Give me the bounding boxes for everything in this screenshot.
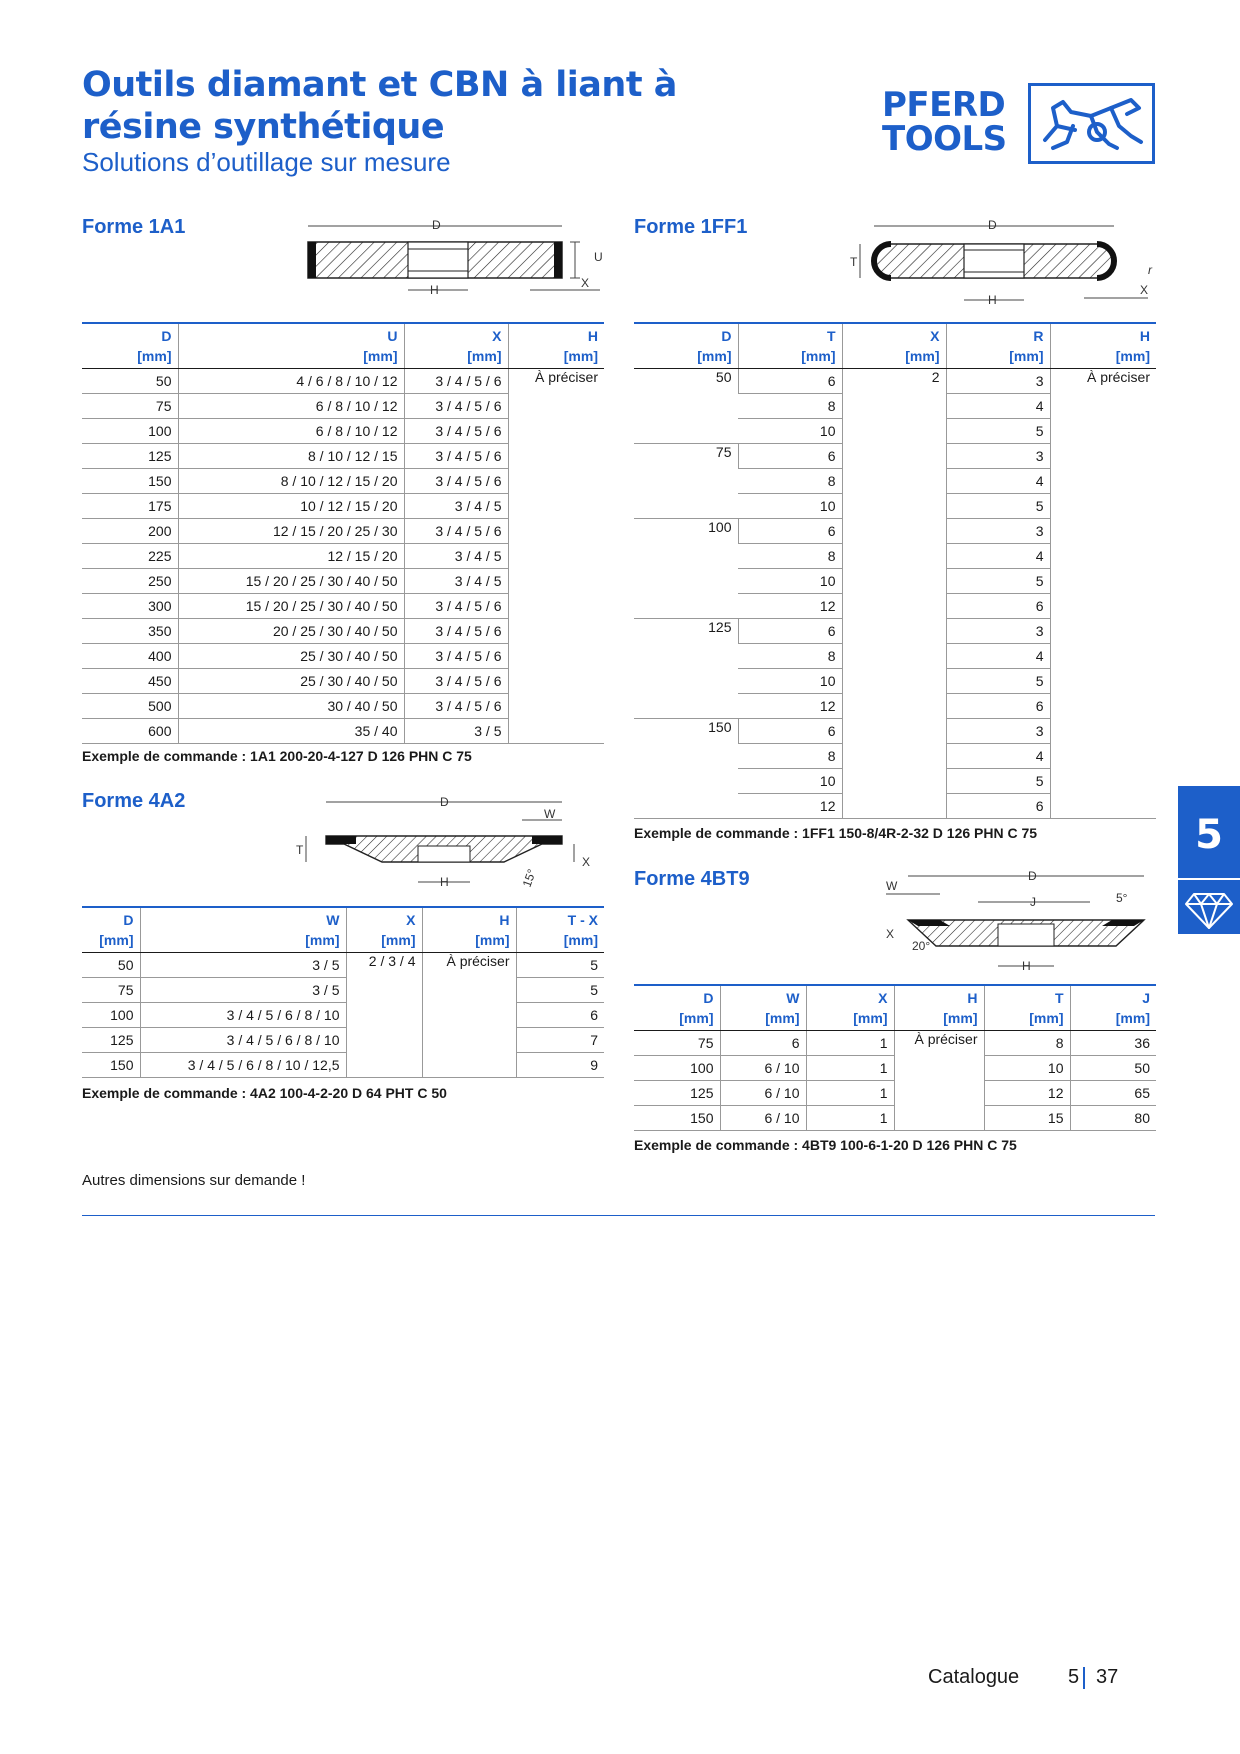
cell-d: 50 — [82, 953, 140, 978]
cell-x: 3 / 4 / 5 / 6 — [404, 369, 508, 394]
cell-t: 12 — [738, 794, 842, 819]
col-header-x: X [mm] — [404, 323, 508, 369]
diagram-label-h: H — [430, 283, 439, 297]
cell-r: 5 — [946, 569, 1050, 594]
cell-x: 1 — [806, 1081, 894, 1106]
footer-chapter: 5 — [1068, 1666, 1080, 1688]
col-header-h: H [mm] — [1050, 323, 1156, 369]
cell-r: 4 — [946, 744, 1050, 769]
cell-x: 1 — [806, 1106, 894, 1131]
table-row — [634, 369, 1156, 394]
col-header-d: D [mm] — [82, 323, 178, 369]
col-header-x: X [mm] — [806, 985, 894, 1031]
cell-d: 125 — [82, 444, 178, 469]
diagram-label-u: U — [594, 250, 603, 264]
cell-t-x: 6 — [516, 1003, 604, 1028]
diagram-label-w: W — [544, 807, 556, 821]
cell-t: 10 — [738, 669, 842, 694]
cell-x: 3 / 4 / 5 / 6 — [404, 394, 508, 419]
diagram-label-h: H — [988, 293, 997, 307]
cell-x: 3 / 4 / 5 / 6 — [404, 644, 508, 669]
diagram-label-h: H — [1022, 959, 1031, 973]
cell-x: 1 — [806, 1056, 894, 1081]
brand-logo-text — [882, 85, 1007, 159]
cell-r: 4 — [946, 469, 1050, 494]
col-header-w: W [mm] — [140, 907, 346, 953]
cell-r: 4 — [946, 544, 1050, 569]
chapter-number: 5 — [1195, 812, 1223, 858]
cell-u: 25 / 30 / 40 / 50 — [178, 644, 404, 669]
diagram-label-angle: 15° — [519, 867, 540, 890]
cell-d: 125 — [82, 1028, 140, 1053]
cell-d: 250 — [82, 569, 178, 594]
cell-r: 3 — [946, 444, 1050, 469]
col-header-h: H [mm] — [422, 907, 516, 953]
page-title: Outils diamant et CBN à liant à résine synthétique — [82, 65, 677, 147]
cell-t: 6 — [738, 719, 842, 744]
footer-page-number: 37 — [1096, 1666, 1119, 1688]
col-header-h: H [mm] — [894, 985, 984, 1031]
cell-w: 3 / 4 / 5 / 6 / 8 / 10 — [140, 1003, 346, 1028]
diagram-label-d: D — [440, 795, 449, 809]
diamond-icon — [1184, 890, 1234, 930]
section-title-1a1: Forme 1A1 — [82, 216, 186, 238]
cell-x: 3 / 4 / 5 / 6 — [404, 444, 508, 469]
diagram-label-r: r — [1148, 263, 1152, 277]
cell-x: 2 — [842, 369, 946, 819]
table-4a2 — [82, 906, 604, 1078]
cell-t: 10 — [738, 419, 842, 444]
cell-t-x: 9 — [516, 1053, 604, 1078]
cell-r: 4 — [946, 394, 1050, 419]
cell-d: 50 — [634, 369, 738, 444]
cell-x: 3 / 4 / 5 / 6 — [404, 419, 508, 444]
horse-logo-icon — [1028, 83, 1155, 164]
cell-x: 3 / 5 — [404, 719, 508, 744]
diagram-label-x: X — [582, 855, 591, 869]
note-cell: À préciser — [894, 1031, 984, 1131]
table-row — [82, 953, 604, 978]
diagram-label-t: T — [850, 255, 858, 269]
diagram-label-x: X — [886, 927, 895, 941]
section-title-4a2: Forme 4A2 — [82, 790, 186, 812]
cell-t: 12 — [984, 1081, 1070, 1106]
diagram-label-angle-20: 20° — [912, 939, 931, 953]
footer-label: Catalogue — [928, 1666, 1020, 1688]
col-header-x: X [mm] — [842, 323, 946, 369]
cell-x: 3 / 4 / 5 — [404, 569, 508, 594]
section-title-4bt9: Forme 4BT9 — [634, 868, 750, 890]
cell-x: 3 / 4 / 5 / 6 — [404, 669, 508, 694]
cell-d: 100 — [82, 1003, 140, 1028]
cell-d: 500 — [82, 694, 178, 719]
cell-d: 150 — [82, 1053, 140, 1078]
cell-r: 5 — [946, 669, 1050, 694]
cell-x: 3 / 4 / 5 / 6 — [404, 694, 508, 719]
footnote: Autres dimensions sur demande ! — [82, 1172, 306, 1189]
col-header-j: J [mm] — [1070, 985, 1156, 1031]
cell-w: 3 / 4 / 5 / 6 / 8 / 10 / 12,5 — [140, 1053, 346, 1078]
cell-d: 150 — [634, 719, 738, 819]
cell-w: 6 / 10 — [720, 1106, 806, 1131]
cell-x: 2 / 3 / 4 — [346, 953, 422, 1078]
cell-t: 6 — [738, 619, 842, 644]
cell-r: 5 — [946, 419, 1050, 444]
cell-r: 5 — [946, 769, 1050, 794]
table-row — [82, 1028, 604, 1053]
cell-d: 200 — [82, 519, 178, 544]
cell-r: 3 — [946, 619, 1050, 644]
diagram-label-angle-5: 5° — [1116, 891, 1128, 905]
order-example-1a1: Exemple de commande : 1A1 200-20-4-127 D 126 PHN C 75 — [82, 748, 472, 764]
cell-d: 225 — [82, 544, 178, 569]
cell-r: 4 — [946, 644, 1050, 669]
cell-t: 12 — [738, 594, 842, 619]
cell-u: 30 / 40 / 50 — [178, 694, 404, 719]
chapter-tab-separator — [1178, 878, 1240, 880]
cell-t: 6 — [738, 369, 842, 394]
cell-t: 8 — [738, 744, 842, 769]
cell-d: 175 — [82, 494, 178, 519]
logo-line-1: PFERD — [882, 85, 1006, 125]
table-row — [82, 1003, 604, 1028]
cell-w: 3 / 5 — [140, 953, 346, 978]
col-header-u: U [mm] — [178, 323, 404, 369]
cell-u: 8 / 10 / 12 / 15 — [178, 444, 404, 469]
cell-t: 8 — [738, 469, 842, 494]
col-header-t: T [mm] — [738, 323, 842, 369]
cell-d: 450 — [82, 669, 178, 694]
cell-d: 100 — [634, 519, 738, 619]
cell-u: 25 / 30 / 40 / 50 — [178, 669, 404, 694]
diagram-label-t: T — [296, 843, 304, 857]
cell-j: 36 — [1070, 1031, 1156, 1056]
cell-u: 35 / 40 — [178, 719, 404, 744]
cell-r: 6 — [946, 694, 1050, 719]
col-header-w: W [mm] — [720, 985, 806, 1031]
cell-j: 65 — [1070, 1081, 1156, 1106]
col-header-t-x: T - X [mm] — [516, 907, 604, 953]
cell-r: 6 — [946, 594, 1050, 619]
cell-j: 50 — [1070, 1056, 1156, 1081]
page-subtitle: Solutions d’outillage sur mesure — [82, 147, 451, 177]
table-1a1 — [82, 322, 604, 744]
cell-d: 125 — [634, 1081, 720, 1106]
diagram-1a1 — [300, 214, 610, 298]
diagram-label-w: W — [886, 879, 898, 893]
table-row — [82, 369, 604, 394]
cell-d: 300 — [82, 594, 178, 619]
cell-u: 10 / 12 / 15 / 20 — [178, 494, 404, 519]
cell-u: 6 / 8 / 10 / 12 — [178, 394, 404, 419]
table-4bt9 — [634, 984, 1156, 1131]
cell-t: 10 — [738, 769, 842, 794]
cell-t: 6 — [738, 444, 842, 469]
diagram-label-d: D — [988, 218, 997, 232]
cell-d: 150 — [634, 1106, 720, 1131]
cell-t: 8 — [738, 394, 842, 419]
col-header-d: D [mm] — [82, 907, 140, 953]
cell-x: 3 / 4 / 5 / 6 — [404, 519, 508, 544]
cell-t-x: 5 — [516, 953, 604, 978]
order-example-4a2: Exemple de commande : 4A2 100-4-2-20 D 64 PHT C 50 — [82, 1085, 447, 1101]
cell-w: 3 / 5 — [140, 978, 346, 1003]
cell-u: 6 / 8 / 10 / 12 — [178, 419, 404, 444]
table-row — [82, 1053, 604, 1078]
cell-t: 10 — [738, 569, 842, 594]
order-example-4bt9: Exemple de commande : 4BT9 100-6-1-20 D 126 PHN C 75 — [634, 1137, 1017, 1153]
cell-t: 8 — [984, 1031, 1070, 1056]
cell-t: 15 — [984, 1106, 1070, 1131]
cell-d: 75 — [82, 394, 178, 419]
table-1ff1 — [634, 322, 1156, 819]
cell-d: 350 — [82, 619, 178, 644]
section-title-1ff1: Forme 1FF1 — [634, 216, 748, 238]
cell-t: 8 — [738, 544, 842, 569]
col-header-d: D [mm] — [634, 985, 720, 1031]
cell-w: 6 / 10 — [720, 1056, 806, 1081]
cell-w: 3 / 4 / 5 / 6 / 8 / 10 — [140, 1028, 346, 1053]
cell-d: 600 — [82, 719, 178, 744]
diagram-label-x: X — [581, 276, 590, 290]
cell-d: 50 — [82, 369, 178, 394]
diagram-label-d: D — [1028, 869, 1037, 883]
col-header-t: T [mm] — [984, 985, 1070, 1031]
cell-r: 5 — [946, 494, 1050, 519]
col-header-x: X [mm] — [346, 907, 422, 953]
cell-d: 75 — [82, 978, 140, 1003]
col-header-d: D [mm] — [634, 323, 738, 369]
cell-d: 75 — [634, 444, 738, 519]
cell-t: 10 — [984, 1056, 1070, 1081]
diagram-4a2 — [292, 792, 612, 892]
cell-j: 80 — [1070, 1106, 1156, 1131]
cell-x: 3 / 4 / 5 — [404, 494, 508, 519]
diagram-4bt9 — [880, 866, 1160, 976]
cell-u: 15 / 20 / 25 / 30 / 40 / 50 — [178, 569, 404, 594]
cell-u: 12 / 15 / 20 / 25 / 30 — [178, 519, 404, 544]
cell-r: 3 — [946, 519, 1050, 544]
cell-u: 8 / 10 / 12 / 15 / 20 — [178, 469, 404, 494]
cell-x: 3 / 4 / 5 / 6 — [404, 594, 508, 619]
cell-r: 6 — [946, 794, 1050, 819]
cell-d: 150 — [82, 469, 178, 494]
note-cell: À préciser — [422, 953, 516, 1078]
diagram-label-x: X — [1140, 283, 1149, 297]
cell-t: 8 — [738, 644, 842, 669]
diagram-1ff1 — [848, 214, 1156, 308]
cell-x: 3 / 4 / 5 / 6 — [404, 469, 508, 494]
col-header-h: H [mm] — [508, 323, 604, 369]
cell-r: 3 — [946, 369, 1050, 394]
cell-d: 100 — [634, 1056, 720, 1081]
order-example-1ff1: Exemple de commande : 1FF1 150-8/4R-2-32 D 126 PHN C 75 — [634, 825, 1038, 841]
cell-w: 6 / 10 — [720, 1081, 806, 1106]
cell-d: 400 — [82, 644, 178, 669]
cell-t-x: 7 — [516, 1028, 604, 1053]
diagram-label-h: H — [440, 875, 449, 889]
cell-u: 20 / 25 / 30 / 40 / 50 — [178, 619, 404, 644]
divider — [82, 1215, 1155, 1216]
cell-u: 15 / 20 / 25 / 30 / 40 / 50 — [178, 594, 404, 619]
footer-separator — [1083, 1667, 1085, 1689]
cell-d: 75 — [634, 1031, 720, 1056]
cell-t: 10 — [738, 494, 842, 519]
col-header-r: R [mm] — [946, 323, 1050, 369]
cell-x: 3 / 4 / 5 / 6 — [404, 619, 508, 644]
cell-d: 100 — [82, 419, 178, 444]
cell-t-x: 5 — [516, 978, 604, 1003]
cell-d: 125 — [634, 619, 738, 719]
note-cell: À préciser — [508, 369, 604, 744]
cell-t: 12 — [738, 694, 842, 719]
cell-x: 3 / 4 / 5 — [404, 544, 508, 569]
diagram-label-j: J — [1030, 895, 1036, 909]
diagram-label-d: D — [432, 218, 441, 232]
note-cell: À préciser — [1050, 369, 1156, 819]
cell-x: 1 — [806, 1031, 894, 1056]
cell-w: 6 — [720, 1031, 806, 1056]
cell-t: 6 — [738, 519, 842, 544]
table-row — [82, 978, 604, 1003]
cell-r: 3 — [946, 719, 1050, 744]
table-row — [634, 1031, 1156, 1056]
cell-u: 4 / 6 / 8 / 10 / 12 — [178, 369, 404, 394]
logo-line-2: TOOLS — [882, 119, 1007, 159]
cell-u: 12 / 15 / 20 — [178, 544, 404, 569]
